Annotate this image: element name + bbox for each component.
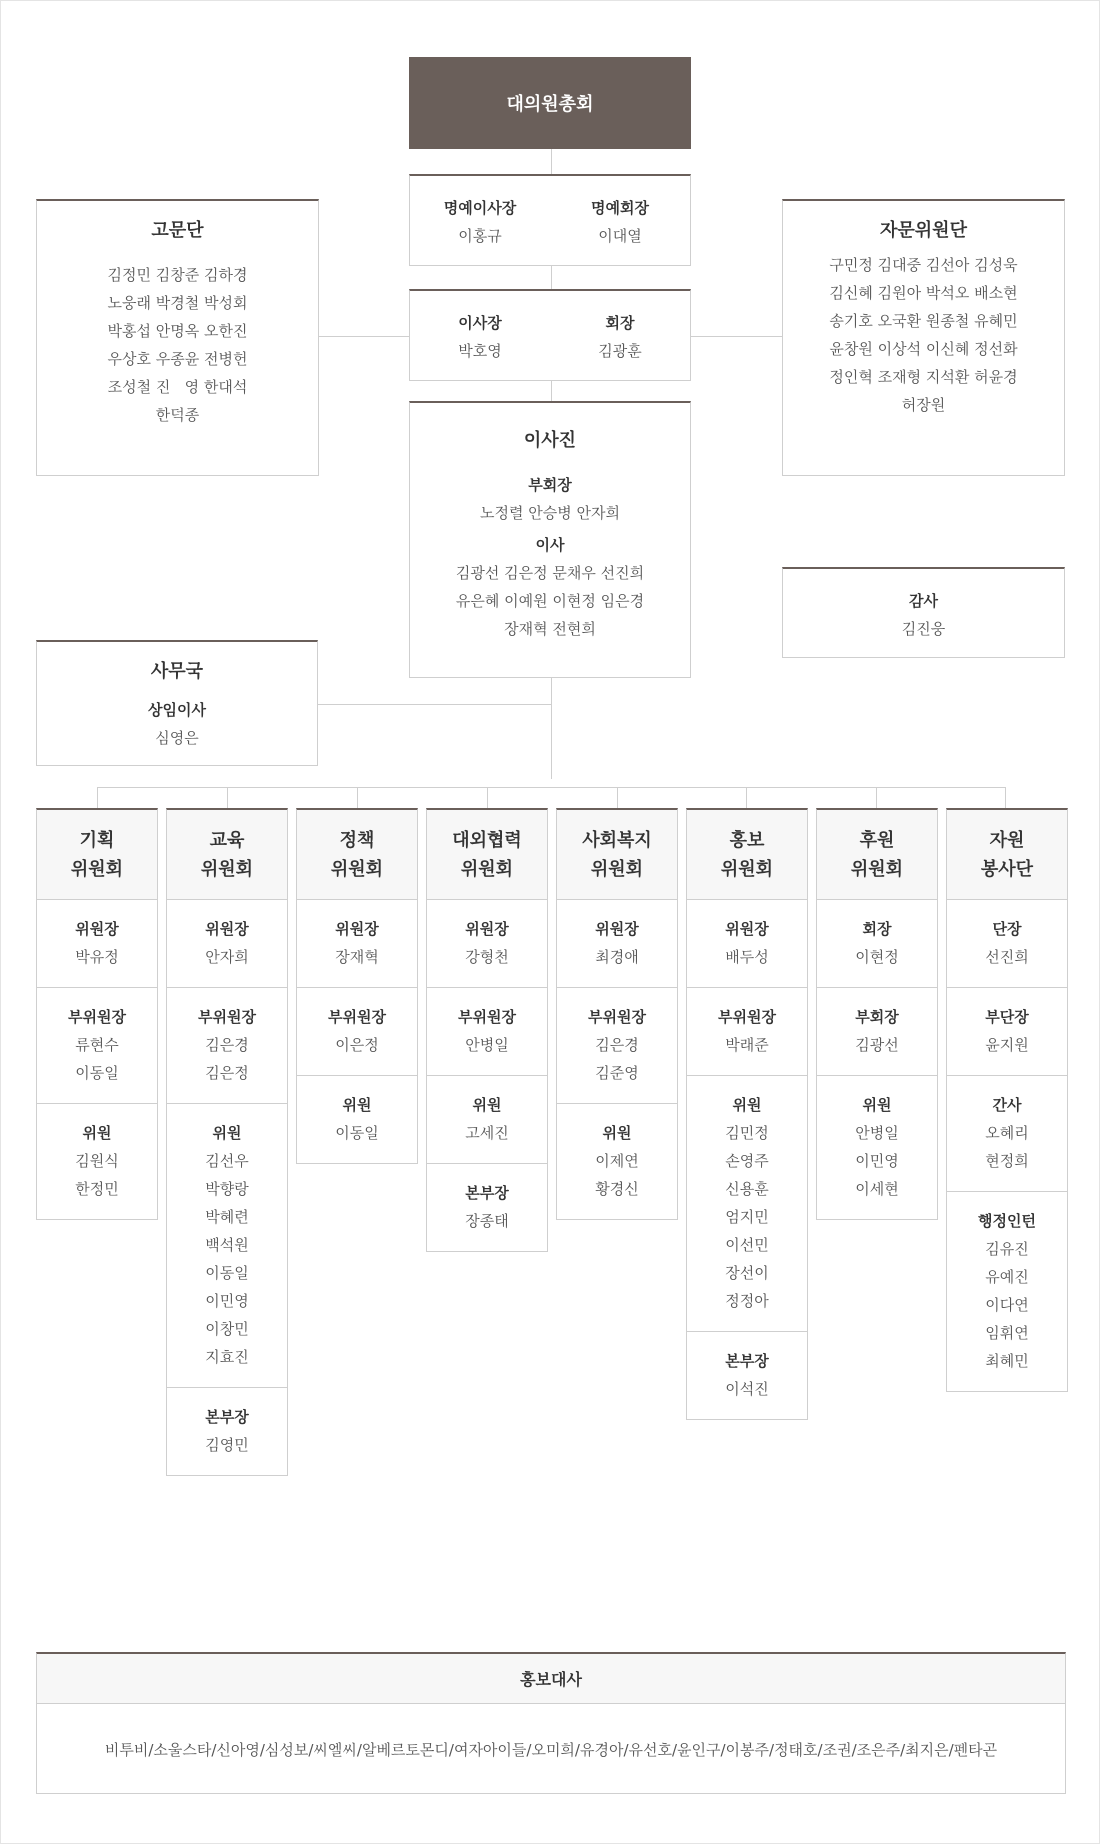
committee-member: 윤지원 [985, 1036, 1029, 1054]
consultants-line: 구민정 김대중 김선아 김성욱 [829, 256, 1018, 274]
committee-section [167, 900, 287, 988]
board-box [409, 401, 691, 678]
committee-name: 정책 [339, 829, 375, 851]
committee-role: 부위원장 [588, 1008, 646, 1026]
committee-header [557, 810, 677, 900]
honorary-box [409, 174, 691, 266]
committee-member: 한정민 [75, 1180, 119, 1198]
secretariat-name: 심영은 [155, 729, 199, 747]
committee-member: 안병일 [855, 1124, 899, 1142]
committee-member: 김민정 [725, 1124, 769, 1142]
committee-name: 위원회 [200, 858, 254, 880]
general-assembly-box [409, 57, 691, 149]
director-line: 장재혁 전현희 [504, 620, 596, 638]
honorary-president-title: 명예회장 [591, 199, 649, 217]
committee-member: 박향랑 [205, 1180, 249, 1198]
honorary-chairman-name: 이홍규 [458, 227, 502, 245]
committee-section [817, 1076, 937, 1219]
committee-section [427, 900, 547, 988]
connector-line [876, 787, 877, 808]
committee-member: 신용훈 [725, 1180, 769, 1198]
honorary-chairman-title: 명예이사장 [443, 199, 517, 217]
ambassador-title: 홍보대사 [37, 1654, 1065, 1704]
chairman-title: 이사장 [458, 314, 502, 332]
committee-column [816, 808, 938, 1220]
committee-role: 위원 [342, 1096, 372, 1114]
committee-name: 대외협력 [452, 829, 522, 851]
committee-member: 김원식 [75, 1152, 119, 1170]
committee-name: 위원회 [330, 858, 384, 880]
leaders-box [409, 289, 691, 381]
secretariat-role: 상임이사 [148, 701, 206, 719]
committee-role: 위원장 [725, 920, 769, 938]
committee-column [556, 808, 678, 1220]
committee-role: 단장 [992, 920, 1022, 938]
committee-section [297, 988, 417, 1076]
advisors-line: 조성철 진 영 한대석 [107, 378, 248, 396]
committee-role: 위원 [212, 1124, 242, 1142]
connector-line [357, 787, 358, 808]
committee-member: 박혜련 [205, 1208, 249, 1226]
committee-role: 위원장 [335, 920, 379, 938]
connector-line [319, 336, 409, 337]
committee-member: 이동일 [75, 1064, 119, 1082]
committee-section [167, 1388, 287, 1475]
committee-name: 후원 [859, 829, 895, 851]
committee-section [947, 900, 1067, 988]
connector-line [691, 336, 782, 337]
committee-section [947, 988, 1067, 1076]
connector-line [97, 787, 1005, 788]
committee-section [297, 1076, 417, 1163]
committee-role: 위원 [472, 1096, 502, 1114]
board-title: 이사진 [523, 430, 577, 451]
committee-role: 위원장 [595, 920, 639, 938]
connector-line [227, 787, 228, 808]
committee-name: 봉사단 [980, 858, 1034, 880]
vice-president-title: 부회장 [528, 476, 572, 494]
committee-section [297, 900, 417, 988]
committee-role: 부위원장 [718, 1008, 776, 1026]
general-assembly-label: 대의원총회 [506, 94, 594, 115]
committee-section [167, 1104, 287, 1388]
director-line: 김광선 김은정 문채우 선진희 [455, 564, 645, 582]
committee-member: 임휘연 [985, 1324, 1029, 1342]
chairman-name: 박호영 [458, 342, 502, 360]
consultants-box [782, 199, 1065, 476]
committee-role: 위원장 [205, 920, 249, 938]
committee-section [947, 1076, 1067, 1192]
committee-role: 본부장 [725, 1352, 769, 1370]
committee-member: 최경애 [595, 948, 639, 966]
committee-section [687, 900, 807, 988]
committee-member: 김준영 [595, 1064, 639, 1082]
committee-role: 위원 [82, 1124, 112, 1142]
director-title: 이사 [535, 536, 565, 554]
consultants-line: 정인혁 조재형 지석환 허윤경 [829, 368, 1018, 386]
committee-member: 박래준 [725, 1036, 769, 1054]
committee-member: 이동일 [205, 1264, 249, 1282]
committee-name: 위원회 [850, 858, 904, 880]
audit-box [782, 567, 1065, 658]
committee-column [686, 808, 808, 1420]
committee-column [946, 808, 1068, 1392]
consultants-line: 윤창원 이상석 이신혜 정선화 [829, 340, 1018, 358]
committee-name: 사회복지 [582, 829, 652, 851]
committee-member: 이은정 [335, 1036, 379, 1054]
consultants-line: 허장원 [901, 396, 946, 414]
committee-header [687, 810, 807, 900]
committee-role: 회장 [862, 920, 892, 938]
committee-member: 황경신 [595, 1180, 639, 1198]
committee-member: 이제연 [595, 1152, 639, 1170]
committee-header [297, 810, 417, 900]
ambassador-names: 비투비/소울스타/신아영/심성보/씨엘씨/알베르토몬디/여자아이들/오미희/유경아/유선호/윤인구/이봉주/정태호/조권/조은주/최지은/펜타곤 [104, 1740, 998, 1759]
committee-role: 부단장 [985, 1008, 1029, 1026]
committee-role: 부위원장 [458, 1008, 516, 1026]
committee-role: 위원 [862, 1096, 892, 1114]
committee-member: 장종태 [465, 1212, 509, 1230]
committee-header [947, 810, 1067, 900]
committee-member: 고세진 [465, 1124, 509, 1142]
committee-member: 이민영 [205, 1292, 249, 1310]
secretariat-box [36, 640, 318, 766]
committee-name: 교육 [209, 829, 245, 851]
committee-role: 부위원장 [68, 1008, 126, 1026]
committee-member: 이민영 [855, 1152, 899, 1170]
committee-name: 자원 [989, 829, 1025, 851]
connector-line [97, 787, 98, 808]
connector-line [1005, 787, 1006, 808]
committee-member: 김은경 [595, 1036, 639, 1054]
committee-name: 위원회 [460, 858, 514, 880]
committee-member: 안병일 [465, 1036, 509, 1054]
committee-section [427, 988, 547, 1076]
committee-role: 위원 [732, 1096, 762, 1114]
committee-name: 위원회 [590, 858, 644, 880]
president-title: 회장 [605, 314, 635, 332]
honorary-president-name: 이대열 [598, 227, 642, 245]
committee-section [687, 1076, 807, 1332]
advisors-line: 김정민 김창준 김하경 [107, 266, 248, 284]
committee-member: 손영주 [725, 1152, 769, 1170]
committee-section [427, 1164, 547, 1251]
committee-member: 안자희 [205, 948, 249, 966]
committee-member: 이창민 [205, 1320, 249, 1338]
connector-line [487, 787, 488, 808]
committee-column [296, 808, 418, 1164]
committee-name: 홍보 [729, 829, 765, 851]
committee-name: 기획 [79, 829, 115, 851]
committee-role: 위원 [602, 1124, 632, 1142]
audit-name: 김진웅 [901, 620, 946, 638]
committee-member: 선진희 [985, 948, 1029, 966]
committee-member: 오혜리 [985, 1124, 1029, 1142]
advisors-title: 고문단 [151, 220, 204, 241]
committee-section [37, 900, 157, 988]
advisors-line: 노웅래 박경철 박성회 [107, 294, 248, 312]
committee-member: 박유정 [75, 948, 119, 966]
committee-member: 이현정 [855, 948, 899, 966]
committee-member: 류현수 [75, 1036, 119, 1054]
committee-member: 이선민 [725, 1236, 769, 1254]
committee-section [557, 988, 677, 1104]
committee-section [817, 988, 937, 1076]
committee-role: 간사 [992, 1096, 1022, 1114]
committee-section [687, 988, 807, 1076]
committee-header [817, 810, 937, 900]
committee-member: 이다연 [985, 1296, 1029, 1314]
committee-member: 엄지민 [725, 1208, 769, 1226]
committee-section [427, 1076, 547, 1164]
committee-section [947, 1192, 1067, 1391]
committee-member: 김유진 [985, 1240, 1029, 1258]
committee-member: 장재혁 [335, 948, 379, 966]
committee-section [37, 1104, 157, 1219]
committee-member: 강형천 [465, 948, 509, 966]
consultants-line: 김신혜 김원아 박석오 배소현 [829, 284, 1018, 302]
committee-member: 김광선 [855, 1036, 899, 1054]
committee-role: 본부장 [465, 1184, 509, 1202]
committee-member: 장선이 [725, 1264, 769, 1282]
advisors-box [36, 199, 319, 476]
committee-role: 위원장 [75, 920, 119, 938]
secretariat-title: 사무국 [150, 661, 204, 682]
committee-member: 백석원 [205, 1236, 249, 1254]
committee-member: 이동일 [335, 1124, 379, 1142]
vice-president-names: 노정렬 안승병 안자희 [480, 504, 620, 522]
committee-role: 부회장 [855, 1008, 899, 1026]
committee-member: 이세현 [855, 1180, 899, 1198]
committee-member: 이석진 [725, 1380, 769, 1398]
committee-member: 김은경 [205, 1036, 249, 1054]
audit-title: 감사 [909, 592, 938, 610]
director-line: 유은혜 이예원 이현정 임은경 [455, 592, 645, 610]
committee-member: 김은정 [205, 1064, 249, 1082]
connector-line [617, 787, 618, 808]
committee-role: 부위원장 [198, 1008, 256, 1026]
committee-member: 최혜민 [985, 1352, 1029, 1370]
committee-role: 행정인턴 [978, 1212, 1036, 1230]
consultants-line: 송기호 오국환 원종철 유혜민 [829, 312, 1018, 330]
advisors-line: 한덕종 [155, 406, 200, 424]
committee-section [37, 988, 157, 1104]
committee-section [687, 1332, 807, 1419]
committee-role: 위원장 [465, 920, 509, 938]
committee-column [166, 808, 288, 1476]
committee-header [37, 810, 157, 900]
committee-column [426, 808, 548, 1252]
advisors-line: 우상호 우종윤 전병헌 [107, 350, 248, 368]
committee-section [817, 900, 937, 988]
committee-role: 본부장 [205, 1408, 249, 1426]
committee-name: 위원회 [720, 858, 774, 880]
committee-section [557, 900, 677, 988]
committee-member: 유예진 [985, 1268, 1029, 1286]
committee-column [36, 808, 158, 1220]
advisors-line: 박홍섭 안명옥 오한진 [107, 322, 248, 340]
committee-header [167, 810, 287, 900]
president-name: 김광훈 [598, 342, 642, 360]
committee-member: 배두성 [725, 948, 769, 966]
connector-line [746, 787, 747, 808]
committee-member: 현정희 [985, 1152, 1029, 1170]
consultants-title: 자문위원단 [880, 220, 967, 241]
committee-role: 부위원장 [328, 1008, 386, 1026]
committee-section [167, 988, 287, 1104]
committee-name: 위원회 [70, 858, 124, 880]
committee-member: 김선우 [205, 1152, 249, 1170]
committee-header [427, 810, 547, 900]
committee-member: 김영민 [205, 1436, 249, 1454]
committee-section [557, 1104, 677, 1219]
committee-member: 정정아 [725, 1292, 769, 1310]
committee-member: 지효진 [205, 1348, 249, 1366]
connector-line [318, 704, 551, 705]
ambassador-box [36, 1652, 1066, 1794]
